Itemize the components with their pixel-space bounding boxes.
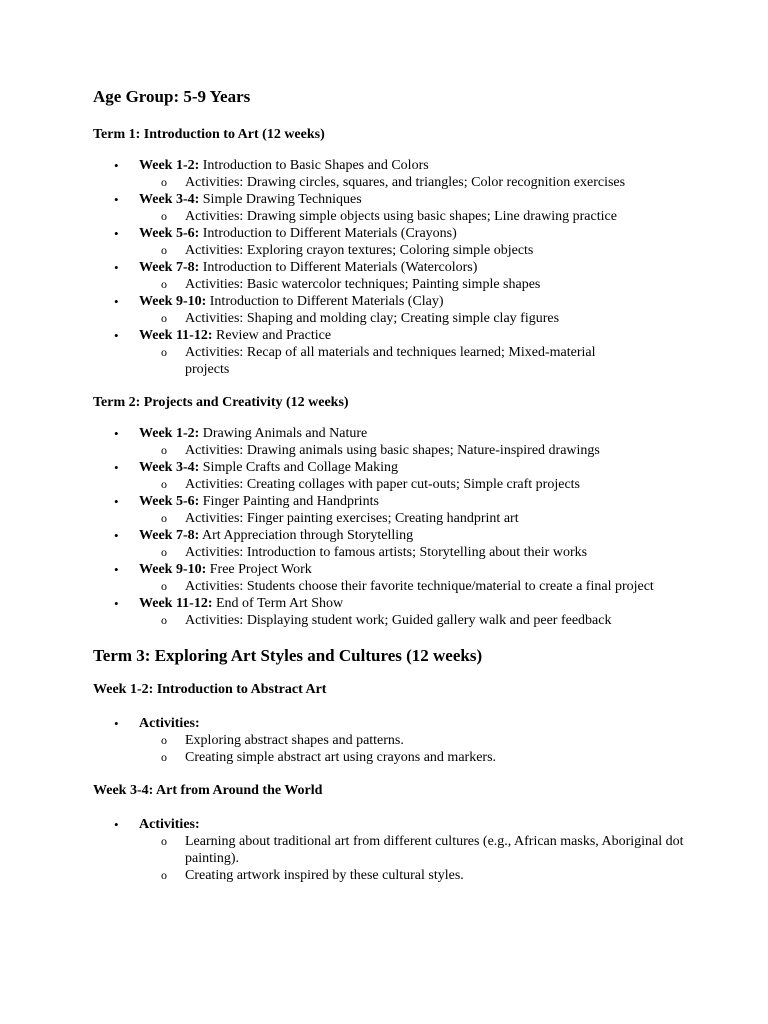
bullet-icon: • xyxy=(114,328,119,343)
circle-bullet-icon: o xyxy=(161,868,167,882)
circle-bullet-icon: o xyxy=(161,511,167,525)
activity-list xyxy=(139,276,693,293)
bullet-icon: • xyxy=(114,460,119,475)
circle-bullet-icon: o xyxy=(161,750,167,764)
week-title: End of Term Art Show xyxy=(212,596,344,611)
week-title: Introduction to Different Materials (Clay) xyxy=(206,294,444,309)
activity-item: o Activities: Recap of all materials and techniques learned; Mixed-material projects xyxy=(161,345,596,377)
circle-bullet-icon: o xyxy=(161,477,167,491)
week-title: Review and Practice xyxy=(212,328,332,343)
week-label: Week 3-4: xyxy=(139,460,200,475)
week-item xyxy=(93,293,693,327)
activity-item: o Activities: Creating collages with paper cut-outs; Simple craft projects xyxy=(161,477,581,492)
bullet-icon: • xyxy=(114,716,119,731)
activity-item: o Creating simple abstract art using crayons and markers. xyxy=(161,750,497,765)
week-title: Finger Painting and Handprints xyxy=(199,494,379,509)
circle-bullet-icon: o xyxy=(161,243,167,257)
age-group-heading: Age Group: 5-9 Years xyxy=(93,87,251,106)
activities-item xyxy=(93,816,693,884)
activity-item: o Exploring abstract shapes and patterns. xyxy=(161,733,404,748)
activity-item: o Creating artwork inspired by these cultural styles. xyxy=(161,868,464,883)
bullet-icon: • xyxy=(114,817,119,832)
activity-list xyxy=(139,174,693,191)
activity-item: o Activities: Drawing animals using basic shapes; Nature-inspired drawings xyxy=(161,443,600,458)
week-item xyxy=(93,259,693,293)
week-title: Simple Crafts and Collage Making xyxy=(199,460,398,475)
week-item xyxy=(93,561,693,595)
activity-list xyxy=(139,442,693,459)
term3-week-heading: Week 3-4: Art from Around the World xyxy=(93,783,323,798)
document-page xyxy=(93,84,693,884)
term2-week-list xyxy=(93,425,693,629)
circle-bullet-icon: o xyxy=(161,733,167,747)
week-item xyxy=(93,493,693,527)
week-label: Week 1-2: xyxy=(139,426,200,441)
bullet-icon: • xyxy=(114,294,119,309)
activity-item: o Learning about traditional art from different cultures (e.g., African masks, Aboriginal dot painting). xyxy=(161,834,684,866)
activity-item: o Activities: Students choose their favorite technique/material to create a final project xyxy=(161,579,654,594)
week-item xyxy=(93,425,693,459)
activities-label: Activities: xyxy=(139,716,200,731)
activity-item: o Activities: Drawing simple objects using basic shapes; Line drawing practice xyxy=(161,209,617,224)
week-label: Week 7-8: xyxy=(139,528,200,543)
term1-heading: Term 1: Introduction to Art (12 weeks) xyxy=(93,127,325,142)
term3-week-heading: Week 1-2: Introduction to Abstract Art xyxy=(93,682,327,697)
term1-week-list xyxy=(93,157,693,378)
week-item xyxy=(93,527,693,561)
week-item xyxy=(93,327,693,378)
week-item xyxy=(93,191,693,225)
circle-bullet-icon: o xyxy=(161,345,167,359)
circle-bullet-icon: o xyxy=(161,834,167,848)
activity-list xyxy=(139,833,693,884)
activity-item: o Activities: Displaying student work; Guided gallery walk and peer feedback xyxy=(161,613,612,628)
bullet-icon: • xyxy=(114,562,119,577)
bullet-icon: • xyxy=(114,596,119,611)
bullet-icon: • xyxy=(114,426,119,441)
activity-list xyxy=(139,208,693,225)
week-title: Art Appreciation through Storytelling xyxy=(199,528,414,543)
week-title: Simple Drawing Techniques xyxy=(199,192,362,207)
week-label: Week 11-12: xyxy=(139,596,213,611)
activity-list xyxy=(139,612,693,629)
activities-label: Activities: xyxy=(139,817,200,832)
term2-heading: Term 2: Projects and Creativity (12 weeks) xyxy=(93,395,349,410)
week-title: Drawing Animals and Nature xyxy=(199,426,368,441)
bullet-icon: • xyxy=(114,494,119,509)
week-item xyxy=(93,225,693,259)
circle-bullet-icon: o xyxy=(161,545,167,559)
circle-bullet-icon: o xyxy=(161,579,167,593)
week-item xyxy=(93,459,693,493)
week-label: Week 11-12: xyxy=(139,328,213,343)
activity-item: o Activities: Basic watercolor techniques; Painting simple shapes xyxy=(161,277,541,292)
week-label: Week 7-8: xyxy=(139,260,200,275)
activity-list xyxy=(139,578,693,595)
circle-bullet-icon: o xyxy=(161,443,167,457)
week-title: Free Project Work xyxy=(206,562,312,577)
term3-section-list xyxy=(93,816,693,884)
bullet-icon: • xyxy=(114,260,119,275)
week-label: Week 5-6: xyxy=(139,494,200,509)
week-title: Introduction to Different Materials (Watercolors) xyxy=(199,260,478,275)
activity-list xyxy=(139,544,693,561)
week-label: Week 3-4: xyxy=(139,192,200,207)
circle-bullet-icon: o xyxy=(161,277,167,291)
activity-item: o Activities: Drawing circles, squares, and triangles; Color recognition exercises xyxy=(161,175,626,190)
bullet-icon: • xyxy=(114,226,119,241)
activity-list xyxy=(139,310,693,327)
activity-item: o Activities: Exploring crayon textures; Coloring simple objects xyxy=(161,243,534,258)
circle-bullet-icon: o xyxy=(161,311,167,325)
term3-section-list xyxy=(93,715,693,766)
activity-list xyxy=(139,476,693,493)
activity-item: o Activities: Shaping and molding clay; Creating simple clay figures xyxy=(161,311,560,326)
activity-list xyxy=(139,242,693,259)
activity-list xyxy=(139,510,693,527)
week-item xyxy=(93,595,693,629)
activity-item: o Activities: Finger painting exercises; Creating handprint art xyxy=(161,511,519,526)
bullet-icon: • xyxy=(114,528,119,543)
week-title: Introduction to Different Materials (Crayons) xyxy=(199,226,457,241)
week-title: Introduction to Basic Shapes and Colors xyxy=(199,158,429,173)
circle-bullet-icon: o xyxy=(161,175,167,189)
activity-list xyxy=(139,732,693,766)
week-label: Week 9-10: xyxy=(139,294,207,309)
circle-bullet-icon: o xyxy=(161,613,167,627)
week-label: Week 9-10: xyxy=(139,562,207,577)
activities-item xyxy=(93,715,693,766)
bullet-icon: • xyxy=(114,158,119,173)
bullet-icon: • xyxy=(114,192,119,207)
week-label: Week 1-2: xyxy=(139,158,200,173)
circle-bullet-icon: o xyxy=(161,209,167,223)
activity-list xyxy=(139,344,693,378)
term3-heading: Term 3: Exploring Art Styles and Cultures (12 weeks) xyxy=(93,646,483,665)
activity-item: o Activities: Introduction to famous artists; Storytelling about their works xyxy=(161,545,588,560)
week-label: Week 5-6: xyxy=(139,226,200,241)
week-item xyxy=(93,157,693,191)
